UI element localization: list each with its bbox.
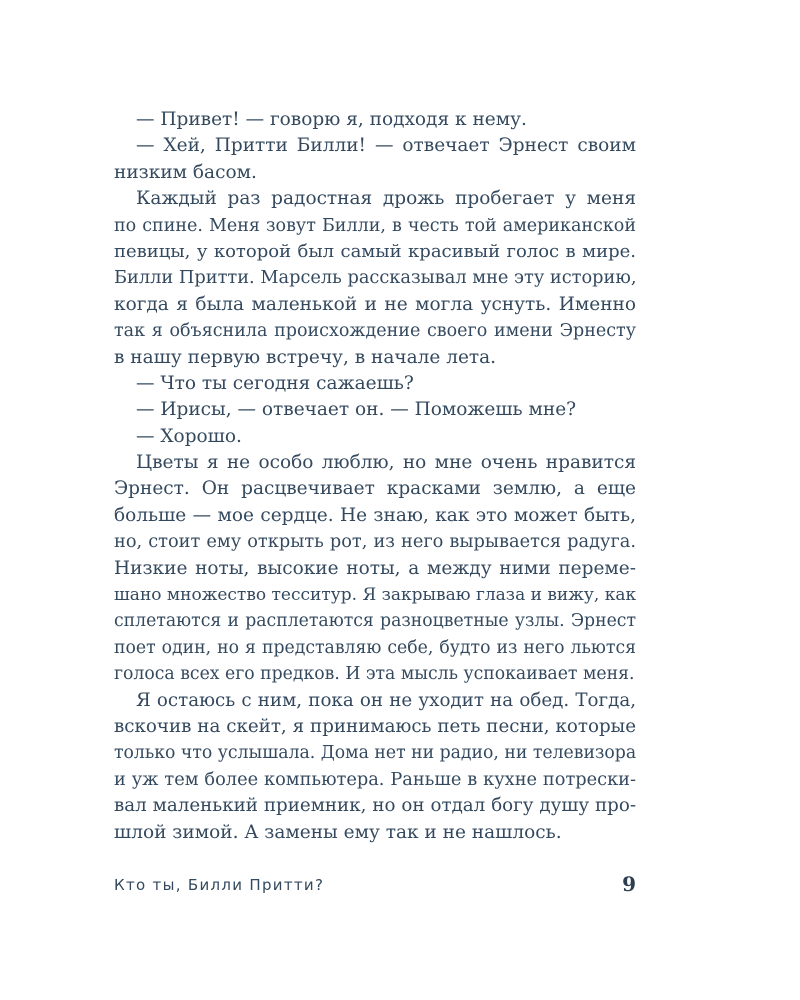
text-line: — Хорошо. bbox=[136, 425, 242, 447]
text-line: только что услышала. Дома нет ни радио, ни телевизора bbox=[114, 743, 636, 764]
text-line: голоса всех его предков. И эта мысль успокаивает меня. bbox=[114, 664, 635, 685]
text-line: низким басом. bbox=[114, 161, 257, 183]
text-line: шлой зимой. А замены ему так и не нашлось. bbox=[114, 821, 562, 843]
body-text bbox=[114, 107, 636, 846]
text-line: Эрнест. Он расцвечивает красками землю, а еще bbox=[114, 478, 636, 500]
text-line: поет один, но я представляю себе, будто из него льются bbox=[114, 637, 636, 658]
text-line: больше — мое сердце. Не знаю, как это может быть, bbox=[114, 504, 636, 526]
text-line: шано множество тесситур. Я закрываю глаза и вижу, как bbox=[114, 585, 636, 606]
text-line: Каждый раз радостная дрожь пробегает у меня bbox=[136, 188, 636, 210]
text-line: — Хей, Притти Билли! — отвечает Эрнест своим bbox=[136, 135, 636, 157]
running-footer-title: Кто ты, Билли Притти? bbox=[114, 876, 325, 894]
text-line: вал маленький приемник, но он отдал богу душу про- bbox=[114, 795, 636, 817]
text-line: так я объяснила происхождение своего имени Эрнесту bbox=[114, 321, 636, 342]
text-line: — Привет! — говорю я, подходя к нему. bbox=[136, 109, 527, 130]
text-line: когда я была маленькой и не могла уснуть. Именно bbox=[114, 293, 636, 315]
text-line: — Что ты сегодня сажаешь? bbox=[136, 372, 414, 394]
text-line: сплетаются и расплетаются разноцветные узлы. Эрнест bbox=[114, 611, 636, 632]
text-line: Билли Притти. Марсель рассказывал мне эту историю, bbox=[114, 268, 636, 289]
text-line: но, стоит ему открыть рот, из него вырывается радуга. bbox=[114, 532, 636, 553]
text-line: Цветы я не особо люблю, но мне очень нравится bbox=[136, 452, 636, 474]
text-line: — Ирисы, — отвечает он. — Поможешь мне? bbox=[136, 399, 577, 421]
text-line: певицы, у которой был самый красивый голос в мире. bbox=[114, 240, 636, 262]
text-line: по спине. Меня зовут Билли, в честь той американской bbox=[114, 215, 636, 236]
text-line: Я остаюсь с ним, пока он не уходит на обед. Тогда, bbox=[136, 689, 636, 711]
text-line: и уж тем более компьютера. Раньше в кухне потрески- bbox=[114, 769, 636, 790]
text-line: в нашу первую встречу, в начале лета. bbox=[114, 346, 497, 368]
text-line: вскочив на скейт, я принимаюсь петь песни, которые bbox=[114, 715, 636, 737]
page-number: 9 bbox=[622, 872, 636, 896]
text-line: Низкие ноты, высокие ноты, а между ними переме- bbox=[114, 557, 636, 579]
